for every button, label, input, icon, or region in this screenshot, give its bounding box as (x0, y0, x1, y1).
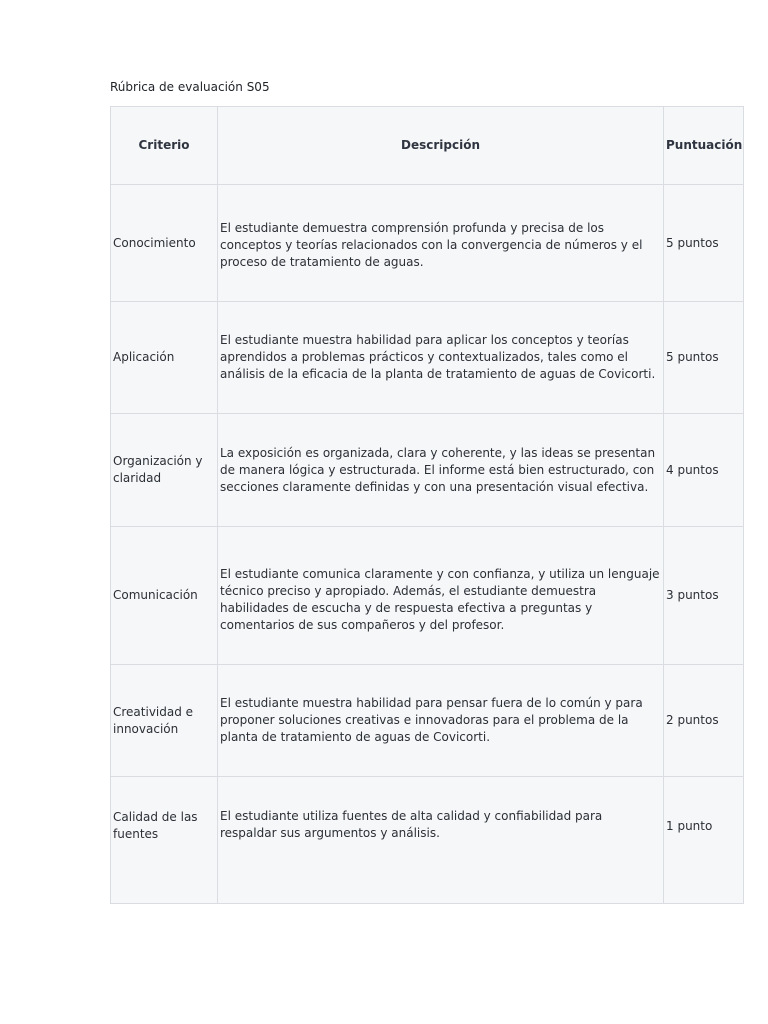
document-title: Rúbrica de evaluación S05 (110, 80, 270, 94)
cell-puntuacion: 4 puntos (664, 414, 744, 527)
rubric-table (110, 106, 744, 904)
table-row (111, 777, 744, 904)
table-row (111, 414, 744, 527)
cell-criterio: Calidad de las fuentes (111, 777, 218, 904)
cell-criterio: Conocimiento (111, 185, 218, 302)
cell-puntuacion: 5 puntos (664, 185, 744, 302)
cell-puntuacion: 5 puntos (664, 302, 744, 414)
table-row (111, 665, 744, 777)
cell-puntuacion: 3 puntos (664, 527, 744, 665)
cell-descripcion: El estudiante demuestra comprensión profunda y precisa de los conceptos y teorías relacionados con la convergencia de números y el proceso de tratamiento de aguas. (218, 185, 664, 302)
cell-criterio: Aplicación (111, 302, 218, 414)
cell-descripcion: El estudiante utiliza fuentes de alta calidad y confiabilidad para respaldar sus argumentos y análisis. (218, 777, 664, 904)
table-row (111, 527, 744, 665)
cell-descripcion: La exposición es organizada, clara y coherente, y las ideas se presentan de manera lógica y estructurada. El informe está bien estructurado, con secciones claramente definidas y con una presentación visual efectiva. (218, 414, 664, 527)
cell-criterio: Creatividad e innovación (111, 665, 218, 777)
cell-criterio: Comunicación (111, 527, 218, 665)
cell-puntuacion: 1 punto (664, 777, 744, 904)
cell-criterio: Organización y claridad (111, 414, 218, 527)
table-header-row (111, 107, 744, 185)
header-puntuacion: Puntuación (664, 107, 744, 185)
cell-descripcion: El estudiante muestra habilidad para pensar fuera de lo común y para proponer soluciones creativas e innovadoras para el problema de la planta de tratamiento de aguas de Covicorti. (218, 665, 664, 777)
table-row (111, 302, 744, 414)
header-descripcion: Descripción (218, 107, 664, 185)
cell-puntuacion: 2 puntos (664, 665, 744, 777)
cell-descripcion: El estudiante comunica claramente y con confianza, y utiliza un lenguaje técnico preciso y apropiado. Además, el estudiante demuestra habilidades de escucha y de respuesta efectiva a preguntas y comentarios de sus compañeros y del profesor. (218, 527, 664, 665)
header-criterio: Criterio (111, 107, 218, 185)
table-row (111, 185, 744, 302)
cell-descripcion: El estudiante muestra habilidad para aplicar los conceptos y teorías aprendidos a problemas prácticos y contextualizados, tales como el análisis de la eficacia de la planta de tratamiento de aguas de Covicorti. (218, 302, 664, 414)
